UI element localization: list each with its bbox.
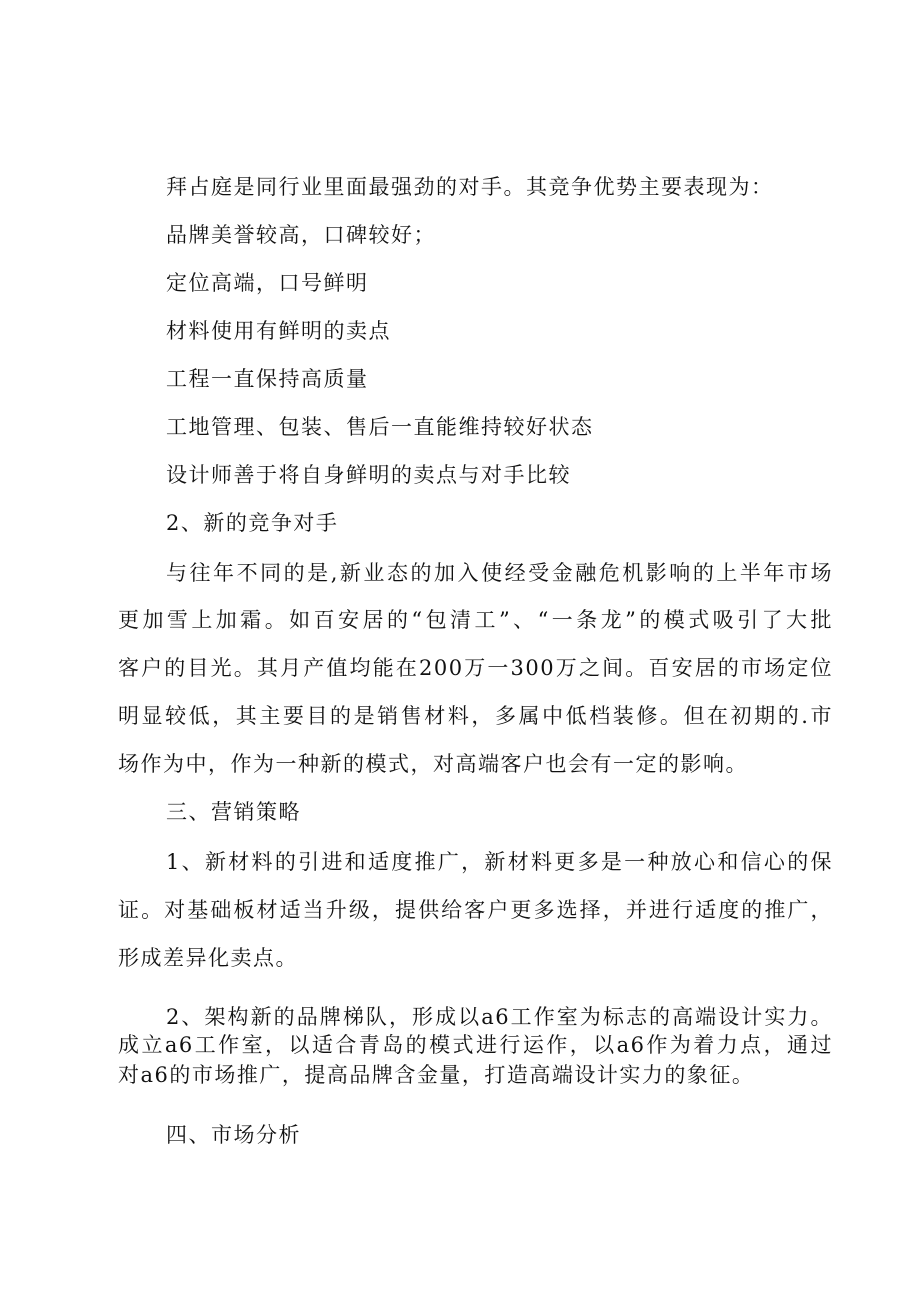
section-heading: 2、新的竞争对手 [166,511,339,535]
paragraph-line: 场作为中，作为一种新的模式，对高端客户也会有一定的影响。 [118,752,748,776]
paragraph-line: 对a6的市场推广，提高品牌含金量，打造高端设计实力的象征。 [118,1063,755,1087]
paragraph-line: 更加雪上加霜。如百安居的“包清工”、“一条龙”的模式吸引了大批 [118,608,833,632]
section-heading: 四、市场分析 [166,1123,301,1147]
paragraph-line: 客户的目光。其月产值均能在200万一300万之间。百安居的市场定位 [118,656,833,680]
advantage-point: 品牌美誉较高，口碑较好； [166,223,436,247]
paragraph-line: 1、新材料的引进和适度推广，新材料更多是一种放心和信心的保 [166,850,833,874]
paragraph-line: 2、架构新的品牌梯队，形成以a6工作室为标志的高端设计实力。 [166,1005,833,1029]
section-heading: 三、营销策略 [166,800,301,824]
advantage-point: 定位高端，口号鲜明 [166,271,369,295]
paragraph-line: 与往年不同的是,新业态的加入使经受金融危机影响的上半年市场 [166,561,833,585]
competitor-lead: 拜占庭是同行业里面最强劲的对手。其竞争优势主要表现为： [166,175,774,199]
advantage-point: 材料使用有鲜明的卖点 [166,319,391,343]
paragraph-line: 证。对基础板材适当升级，提供给客户更多选择，并进行适度的推广， [118,898,833,922]
paragraph-line: 明显较低，其主要目的是销售材料，多属中低档装修。但在初期的.市 [118,704,833,728]
advantage-point: 工地管理、包装、售后一直能维持较好状态 [166,415,594,439]
advantage-point: 工程一直保持高质量 [166,367,369,391]
paragraph-line: 形成差异化卖点。 [118,946,298,970]
advantage-point: 设计师善于将自身鲜明的卖点与对手比较 [166,463,571,487]
paragraph-line: 成立a6工作室，以适合青岛的模式进行运作，以a6作为着力点，通过 [118,1033,833,1057]
